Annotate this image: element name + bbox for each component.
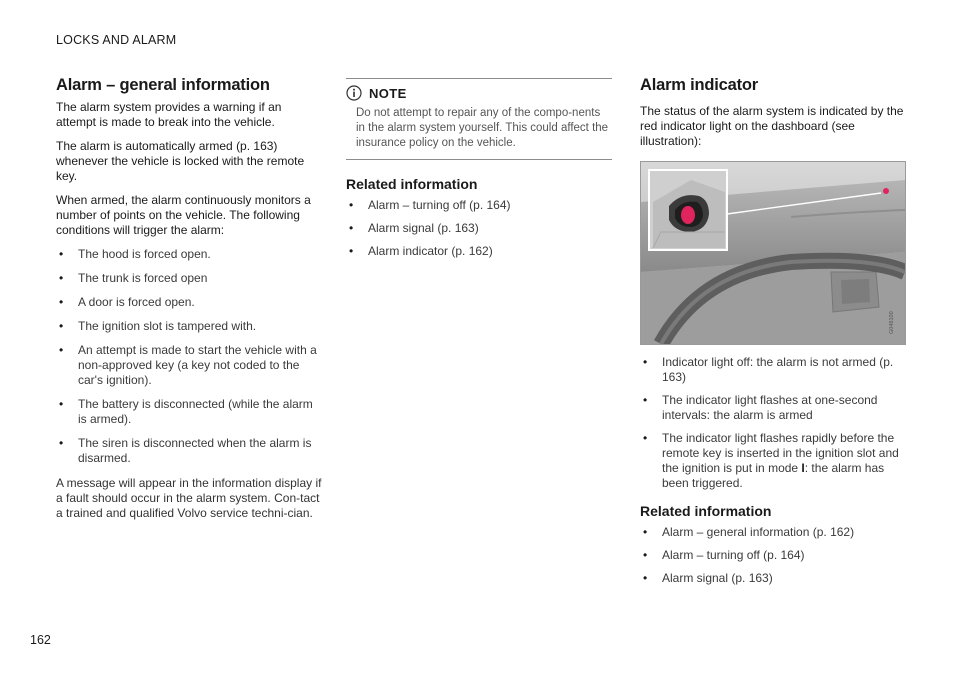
running-head: LOCKS AND ALARM bbox=[56, 33, 177, 47]
column-note bbox=[346, 76, 612, 269]
page-number: 162 bbox=[30, 633, 51, 647]
related-links-list bbox=[640, 525, 906, 586]
related-link[interactable]: • Alarm – turning off (p. 164) bbox=[640, 548, 906, 563]
note-header bbox=[346, 85, 612, 101]
list-item: • A door is forced open. bbox=[56, 295, 322, 310]
dashboard-indicator-light bbox=[883, 188, 889, 194]
list-item: • The indicator light flashes at one-second intervals: the alarm is armed bbox=[640, 393, 906, 423]
indicator-states-list bbox=[640, 355, 906, 491]
trigger-conditions-list bbox=[56, 247, 322, 466]
related-link[interactable]: • Alarm – turning off (p. 164) bbox=[346, 198, 612, 213]
paragraph: The status of the alarm system is indicated by the red indicator light on the dashboard (see illustration): bbox=[640, 104, 904, 148]
dashboard-illustration bbox=[640, 161, 906, 345]
section-title-indicator: Alarm indicator bbox=[640, 76, 759, 94]
related-information-title: Related information bbox=[640, 503, 772, 519]
list-item: • Indicator light off: the alarm is not armed (p. 163) bbox=[640, 355, 906, 385]
list-item: • The hood is forced open. bbox=[56, 247, 322, 262]
state-text: The indicator light flashes rapidly before the remote key is inserted in the ignition slot and the ignition is put in mode bbox=[662, 431, 899, 475]
list-item: • The siren is disconnected when the alarm is disarmed. bbox=[56, 436, 322, 466]
related-link[interactable]: • Alarm – general information (p. 162) bbox=[640, 525, 906, 540]
paragraph: The alarm system provides a warning if an attempt is made to break into the vehicle. bbox=[56, 100, 282, 129]
section-title-general: Alarm – general information bbox=[56, 76, 270, 94]
paragraph: A message will appear in the information display if a fault should occur in the alarm system. Con-tact a trained and qualified Volvo service techni-cian. bbox=[56, 476, 322, 520]
ignition-mode: I bbox=[801, 461, 805, 475]
related-links-list bbox=[346, 198, 612, 259]
dashboard-image bbox=[641, 162, 905, 344]
note-text: Do not attempt to repair any of the compo-nents in the alarm system yourself. This could affect the insurance policy on the vehicle. bbox=[356, 107, 609, 149]
column-general-information bbox=[56, 76, 322, 530]
figure-code: G048100 bbox=[889, 311, 895, 334]
state-text: : the alarm has been triggered. bbox=[662, 461, 885, 490]
column-alarm-indicator bbox=[640, 76, 906, 596]
related-link[interactable]: • Alarm indicator (p. 162) bbox=[346, 244, 612, 259]
indicator-light-closeup bbox=[681, 206, 695, 224]
info-icon bbox=[346, 85, 362, 101]
list-item: • An attempt is made to start the vehicle with a non-approved key (a key not coded to the car's ignition). bbox=[56, 343, 322, 388]
related-link[interactable]: • Alarm signal (p. 163) bbox=[346, 221, 612, 236]
list-item bbox=[640, 431, 906, 491]
paragraph: When armed, the alarm continuously monitors a number of points on the vehicle. The following conditions will trigger the alarm: bbox=[56, 193, 311, 237]
list-item: • The trunk is forced open bbox=[56, 271, 322, 286]
related-information-title: Related information bbox=[346, 176, 478, 192]
list-item: • The battery is disconnected (while the alarm is armed). bbox=[56, 397, 322, 427]
note-title: NOTE bbox=[369, 85, 407, 101]
list-item: • The ignition slot is tampered with. bbox=[56, 319, 322, 334]
paragraph: The alarm is automatically armed (p. 163) whenever the vehicle is locked with the remote key. bbox=[56, 139, 305, 183]
related-link[interactable]: • Alarm signal (p. 163) bbox=[640, 571, 906, 586]
note-box bbox=[346, 78, 612, 160]
